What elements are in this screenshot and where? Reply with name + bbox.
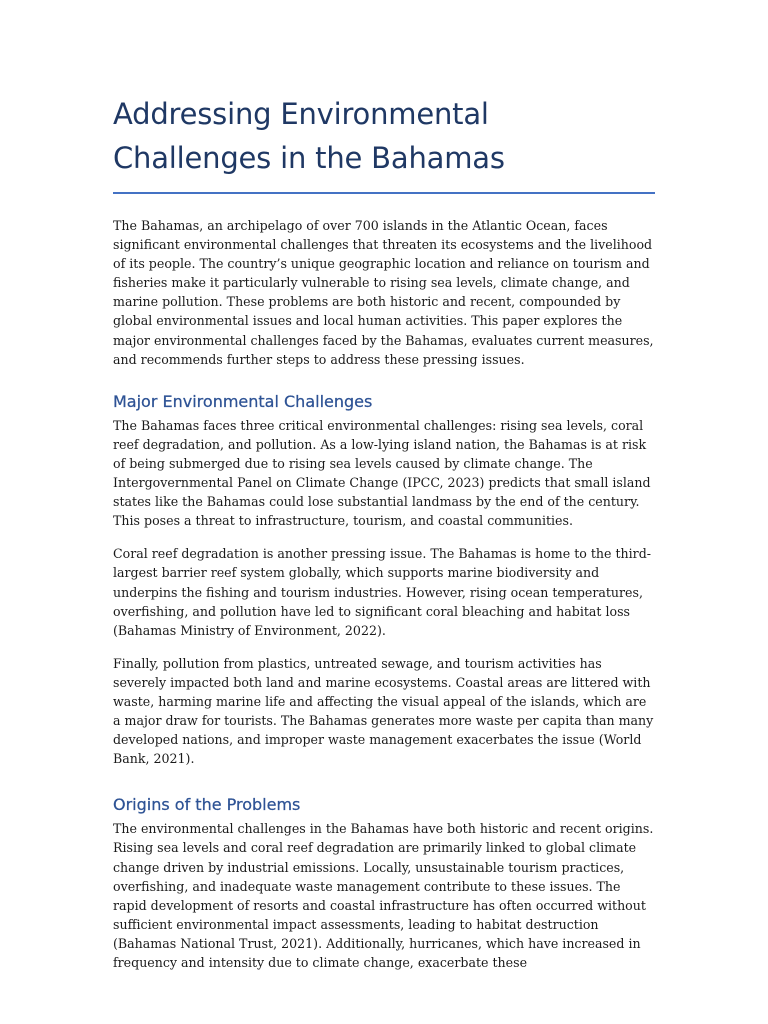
section-heading-origins: Origins of the Problems [113,795,301,815]
document-title: Addressing Environmental Challenges in the Bahamas [113,97,505,175]
intro-paragraph: The Bahamas, an archipelago of over 700 islands in the Atlantic Ocean, faces significant environmental challenges that threaten its ecosystems and the livelihood of its people. The country’s unique geographic location and reliance on tourism and fisheries make it particularly vulnerable to rising sea levels, climate change, and marine pollution. These problems are both historic and recent, compounded by global environmental issues and local human activities. This paper explores the major environmental challenges faced by the Bahamas, evaluates current measures, and recommends further steps to address these pressing issues. [113,218,654,367]
paragraph-pollution: Finally, pollution from plastics, untreated sewage, and tourism activities has severely impacted both land and marine ecosystems. Coastal areas are littered with waste, harming marine life and affecting the visual appeal of the islands, which are a major draw for tourists. The Bahamas generates more waste per capita than many developed nations, and improper waste management exacerbates the issue (World Bank, 2021). [113,655,654,767]
paragraph-sea-levels: The Bahamas faces three critical environmental challenges: rising sea levels, coral reef degradation, and pollution. As a low-lying island nation, the Bahamas is at risk of being submerged due to rising sea levels caused by climate change. The Intergovernmental Panel on Climate Change (IPCC, 2023) predicts that small island states like the Bahamas could lose substantial landmass by the end of the century. This poses a threat to infrastructure, tourism, and coastal communities. [113,417,651,529]
paragraph-origins: The environmental challenges in the Bahamas have both historic and recent origins. Rising sea levels and coral reef degradation are primarily linked to global climate change driven by industrial emissions. Locally, unsustainable tourism practices, overfishing, and inadequate waste management contribute to these issues. The rapid development of resorts and coastal infrastructure has often occurred without sufficient environmental impact assessments, leading to habitat destruction (Bahamas National Trust, 2021). Additionally, hurricanes, which have increased in frequency and intensity due to climate change, exacerbate these [113,821,654,970]
paragraph-coral-reefs: Coral reef degradation is another pressing issue. The Bahamas is home to the third-largest barrier reef system globally, which supports marine biodiversity and underpins the fishing and tourism industries. However, rising ocean temperatures, overfishing, and pollution have led to significant coral bleaching and habitat loss (Bahamas Ministry of Environment, 2022). [113,546,652,638]
title-underline-divider [113,192,655,194]
section-heading-major-challenges: Major Environmental Challenges [113,391,373,411]
document-body [113,92,655,986]
